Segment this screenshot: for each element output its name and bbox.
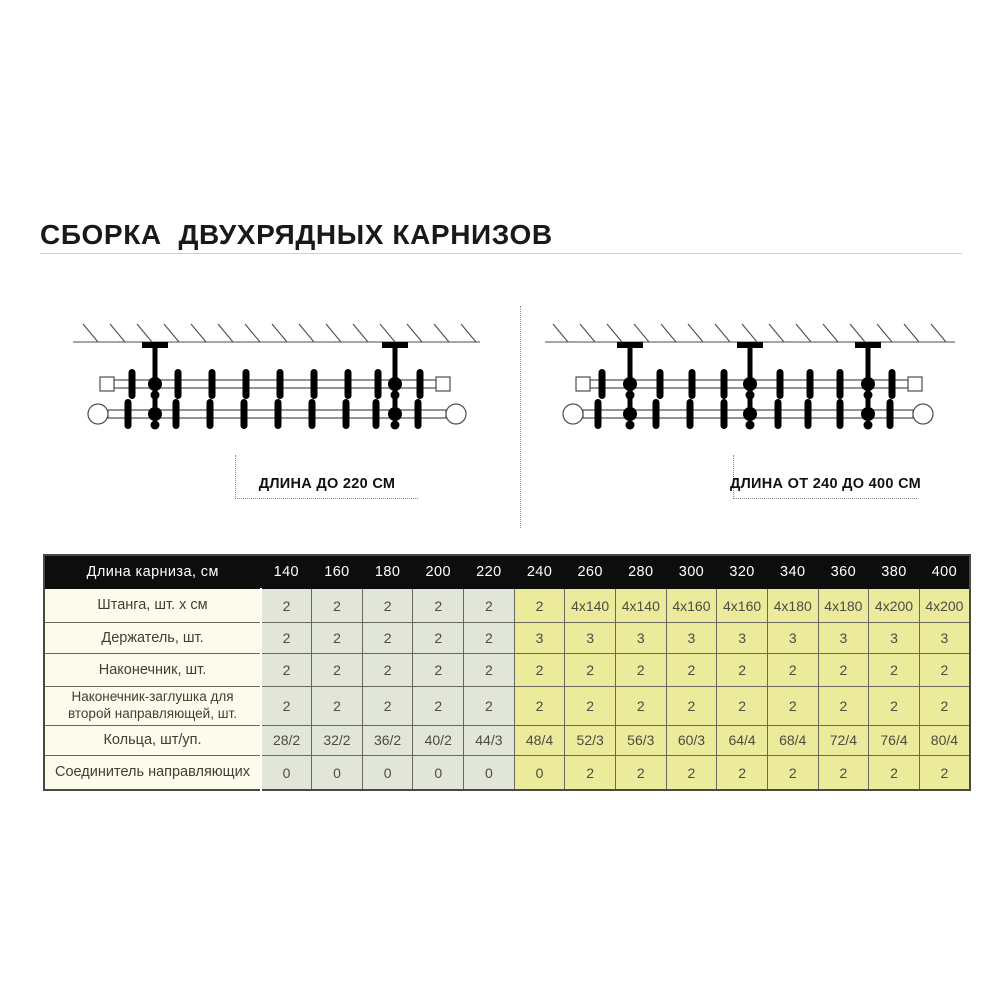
dimension-label-long xyxy=(729,455,922,499)
table-cell: 3 xyxy=(615,623,666,654)
top-rail-endcap-right xyxy=(908,377,922,391)
table-corner-header: Длина карниза, см xyxy=(44,555,261,589)
column-header: 240 xyxy=(514,555,565,589)
table-header-row xyxy=(44,555,970,589)
table-cell: 2 xyxy=(666,654,717,687)
table-cell: 68/4 xyxy=(767,725,818,755)
table-cell: 2 xyxy=(261,654,312,687)
table-cell: 0 xyxy=(312,755,363,790)
column-header: 180 xyxy=(362,555,413,589)
table-cell: 2 xyxy=(869,687,920,726)
table-cell: 64/4 xyxy=(717,725,768,755)
table-cell: 2 xyxy=(312,687,363,726)
table-cell: 32/2 xyxy=(312,725,363,755)
table-cell: 2 xyxy=(413,589,464,623)
table-cell: 60/3 xyxy=(666,725,717,755)
ball-finial-right xyxy=(913,404,933,424)
table-cell: 2 xyxy=(717,654,768,687)
top-rail-endcap-right xyxy=(436,377,450,391)
table-cell: 2 xyxy=(666,755,717,790)
ball-finial-right xyxy=(446,404,466,424)
table-cell: 2 xyxy=(362,687,413,726)
table-cell: 0 xyxy=(261,755,312,790)
table-cell: 2 xyxy=(514,654,565,687)
table-cell: 2 xyxy=(767,755,818,790)
table-cell: 4x200 xyxy=(919,589,970,623)
table-cell: 2 xyxy=(413,654,464,687)
table-body xyxy=(44,589,970,791)
column-header: 360 xyxy=(818,555,869,589)
row-label: Держатель, шт. xyxy=(44,623,261,654)
table-cell: 44/3 xyxy=(464,725,515,755)
dimension-label-short xyxy=(235,455,418,499)
table-cell: 3 xyxy=(514,623,565,654)
table-row xyxy=(44,654,970,687)
column-header: 160 xyxy=(312,555,363,589)
table-cell: 2 xyxy=(261,623,312,654)
row-label: Штанга, шт. х см xyxy=(44,589,261,623)
table-cell: 3 xyxy=(767,623,818,654)
ball-finial-left xyxy=(563,404,583,424)
column-header: 200 xyxy=(413,555,464,589)
column-header: 220 xyxy=(464,555,515,589)
assembly-table xyxy=(43,554,971,791)
table-cell: 2 xyxy=(362,654,413,687)
row-label: Наконечник-заглушка для второй направляющей, шт. xyxy=(44,687,261,726)
table-cell: 2 xyxy=(464,623,515,654)
table-cell: 2 xyxy=(514,589,565,623)
table-cell: 4x180 xyxy=(767,589,818,623)
table-cell: 2 xyxy=(565,654,616,687)
table-cell: 2 xyxy=(767,687,818,726)
table-cell: 2 xyxy=(615,755,666,790)
top-rail-endcap-left xyxy=(100,377,114,391)
table-cell: 4x200 xyxy=(869,589,920,623)
table-cell: 4x160 xyxy=(717,589,768,623)
top-rail-endcap-left xyxy=(576,377,590,391)
top-rail xyxy=(114,380,436,388)
table-cell: 2 xyxy=(514,687,565,726)
table-cell: 2 xyxy=(869,654,920,687)
table-cell: 2 xyxy=(818,755,869,790)
title-divider xyxy=(40,253,962,254)
curtain-rings xyxy=(125,369,424,429)
table-cell: 2 xyxy=(413,623,464,654)
table-cell: 48/4 xyxy=(514,725,565,755)
table-cell: 36/2 xyxy=(362,725,413,755)
table-cell: 3 xyxy=(565,623,616,654)
dimension-text-short: ДЛИНА ДО 220 СМ xyxy=(258,476,396,492)
dimension-text-long: ДЛИНА ОТ 240 ДО 400 СМ xyxy=(729,476,922,492)
table-cell: 2 xyxy=(312,623,363,654)
table-cell: 4x140 xyxy=(615,589,666,623)
row-label: Кольца, шт/уп. xyxy=(44,725,261,755)
table-cell: 40/2 xyxy=(413,725,464,755)
table-cell: 28/2 xyxy=(261,725,312,755)
table-cell: 2 xyxy=(362,623,413,654)
ceiling-hatch xyxy=(553,324,946,342)
column-header: 300 xyxy=(666,555,717,589)
table-cell: 2 xyxy=(261,687,312,726)
table-cell: 2 xyxy=(717,687,768,726)
table-cell: 72/4 xyxy=(818,725,869,755)
table-cell: 4x180 xyxy=(818,589,869,623)
table-cell: 2 xyxy=(615,654,666,687)
table-cell: 52/3 xyxy=(565,725,616,755)
table-cell: 2 xyxy=(413,687,464,726)
table-cell: 3 xyxy=(666,623,717,654)
table-cell: 2 xyxy=(615,687,666,726)
table-cell: 2 xyxy=(666,687,717,726)
table-cell: 2 xyxy=(919,755,970,790)
row-label: Наконечник, шт. xyxy=(44,654,261,687)
cornice-diagram-short xyxy=(68,312,488,454)
table-cell: 2 xyxy=(312,654,363,687)
column-header: 280 xyxy=(615,555,666,589)
table-row xyxy=(44,725,970,755)
table-cell: 0 xyxy=(362,755,413,790)
column-header: 380 xyxy=(869,555,920,589)
table-cell: 2 xyxy=(919,687,970,726)
table-cell: 2 xyxy=(717,755,768,790)
table-cell: 2 xyxy=(464,687,515,726)
table-cell: 0 xyxy=(514,755,565,790)
column-header: 340 xyxy=(767,555,818,589)
dotted-separator xyxy=(520,306,521,528)
table-cell: 4x160 xyxy=(666,589,717,623)
column-header: 400 xyxy=(919,555,970,589)
table-cell: 0 xyxy=(464,755,515,790)
table-cell: 2 xyxy=(565,755,616,790)
table-cell: 2 xyxy=(565,687,616,726)
row-label: Соединитель направляющих xyxy=(44,755,261,790)
table-cell: 2 xyxy=(919,654,970,687)
table-row xyxy=(44,755,970,790)
table-row xyxy=(44,589,970,623)
table-cell: 2 xyxy=(261,589,312,623)
column-header: 140 xyxy=(261,555,312,589)
page-title: СБОРКА ДВУХРЯДНЫХ КАРНИЗОВ xyxy=(40,218,553,250)
curtain-rings xyxy=(595,369,896,429)
table-cell: 56/3 xyxy=(615,725,666,755)
table-cell: 2 xyxy=(818,687,869,726)
cornice-diagram-long xyxy=(540,312,970,454)
table-row xyxy=(44,687,970,726)
table-cell: 3 xyxy=(869,623,920,654)
table-cell: 2 xyxy=(767,654,818,687)
table-cell: 2 xyxy=(312,589,363,623)
table-cell: 3 xyxy=(818,623,869,654)
table-cell: 80/4 xyxy=(919,725,970,755)
table-cell: 2 xyxy=(869,755,920,790)
column-header: 320 xyxy=(717,555,768,589)
table-cell: 2 xyxy=(464,654,515,687)
table-cell: 2 xyxy=(818,654,869,687)
table-cell: 3 xyxy=(717,623,768,654)
ceiling-hatch xyxy=(83,324,476,342)
column-header: 260 xyxy=(565,555,616,589)
table-cell: 0 xyxy=(413,755,464,790)
table-cell: 3 xyxy=(919,623,970,654)
ball-finial-left xyxy=(88,404,108,424)
table-cell: 4x140 xyxy=(565,589,616,623)
table-row xyxy=(44,623,970,654)
table-cell: 76/4 xyxy=(869,725,920,755)
table-cell: 2 xyxy=(464,589,515,623)
table-cell: 2 xyxy=(362,589,413,623)
